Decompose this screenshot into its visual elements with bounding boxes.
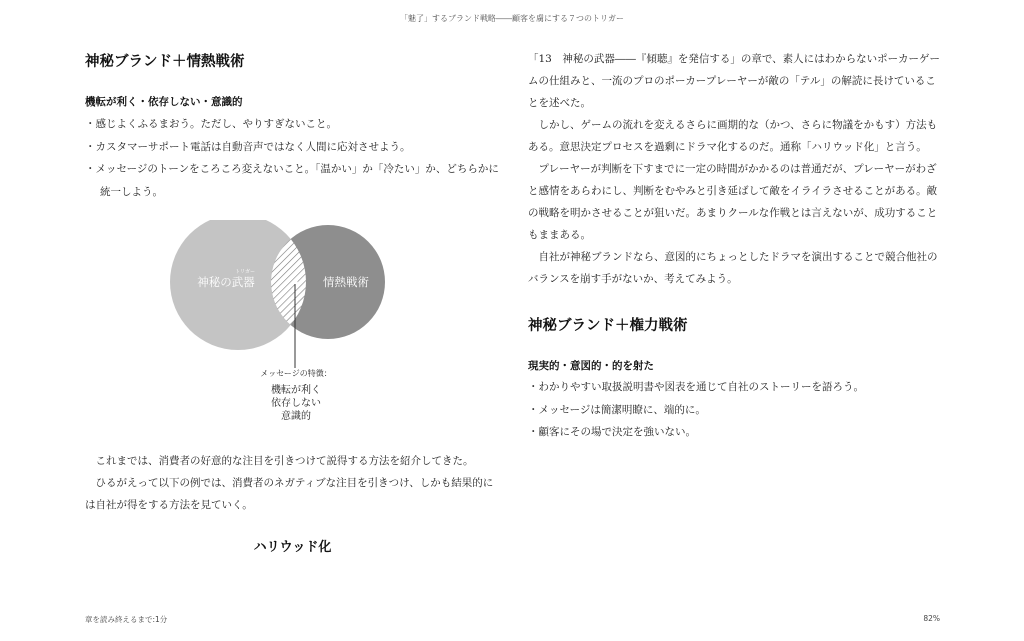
section-title-mystique-power: 神秘ブランド＋権力戦術 [528,318,688,334]
caption-line: 意識的 [281,411,311,422]
overlap-marker [292,279,297,284]
left-body-text [85,450,500,516]
body-paragraph: これまでは、消費者の好意的な注目を引きつけて説得する方法を紹介してきた。 [95,455,474,467]
subheading-message-traits: 現実的・意図的・的を射た [528,360,654,372]
body-paragraph: しかし、ゲームの流れを変えるさらに画期的な（かつ、さらに物議をかもす）方法もある。意思決定プロセスを過剰にドラマ化するのだ。通称「ハリウッド化」と言う。 [528,119,938,153]
venn-left-ruby: トリガー [235,269,255,275]
subheading-message-traits: 機転が利く・依存しない・意識的 [85,96,243,108]
venn-circles [168,220,398,370]
bullet-item: ・カスタマーサポート電話は自動音声ではなく人間に応対させよう。 [85,140,411,153]
bullet-item: ・メッセージのトーンをころころ変えないこと。「温かい」か「冷たい」か、どちらかに統一しよう。 [85,163,499,198]
bullet-item: ・わかりやすい取扱説明書や図表を通じて自社のストーリーを語ろう。 [528,381,864,393]
book-title-header: 「魅了」するブランド戦略――顧客を虜にする７つのトリガー [400,14,624,23]
body-paragraph: 「13 神秘の武器――『傾聴』を発信する」の章で、素人にはわからないポーカーゲームの仕組みと、一流のプロのポーカープレーヤーが敵の「テル」の解読に長けていることを述べた。 [528,53,940,109]
body-paragraph: プレーヤーが判断を下すまでに一定の時間がかかるのは普通だが、プレーヤーがわざと感情をあらわにし、判断をむやみと引き延ばして敵をイライラさせることがある。敵の戦略を明かさせることが狙いだ。あまりクールな作戦とは言えないが、成功することもままある。 [528,163,938,241]
section-title-mystique-passion: 神秘ブランド＋情熱戦術 [85,54,245,70]
bullet-item: ・顧客にその場で決定を強いない。 [528,426,696,438]
bullet-list [85,113,500,203]
venn-left-label: 神秘の武器 [197,275,255,289]
right-page-column [528,40,943,444]
caption-line: 機転が利く [271,385,321,396]
caption-line: 依存しない [271,398,321,409]
bullet-item: ・感じよくふるまおう。ただし、やりすぎないこと。 [85,118,337,130]
bullet-item: ・メッセージは簡潔明瞭に、端的に。 [528,403,706,416]
right-body-text [528,48,943,290]
venn-caption-lines [236,384,356,423]
chapter-time-remaining: 章を読み終えるまで:1分 [85,615,168,624]
reading-progress-percent: 82% [923,614,940,623]
venn-right-label: 情熱戦術 [323,275,369,289]
body-paragraph: 自社が神秘ブランドなら、意図的にちょっとしたドラマを演出することで競合他社のバランスを崩す手がないか、考えてみよう。 [528,251,938,285]
bullet-list [528,376,943,444]
venn-caption-title: メッセージの特徴： [260,369,332,378]
body-paragraph: ひるがえって以下の例では、消費者のネガティブな注目を引きつけ、しかも結果的には自社が得をする方法を見ていく。 [85,477,494,511]
next-section-heading: ハリウッド化 [253,540,332,555]
left-page-column [85,40,500,203]
